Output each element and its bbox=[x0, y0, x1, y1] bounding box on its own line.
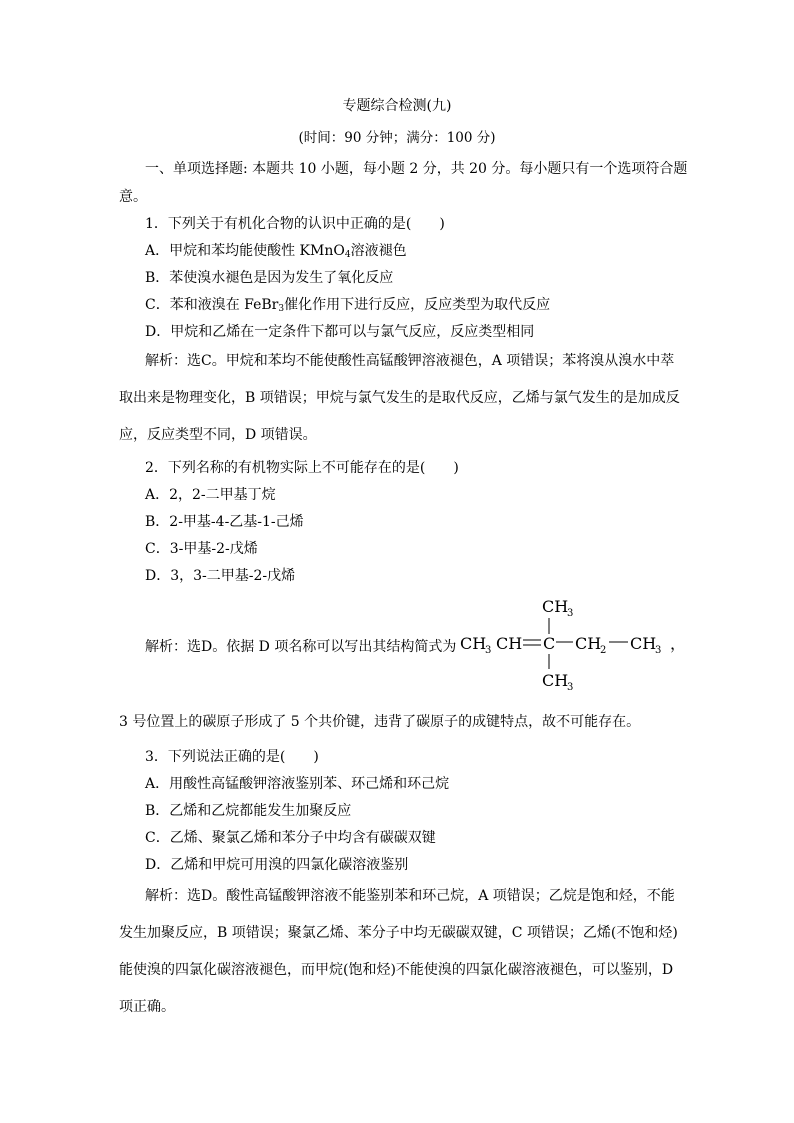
formula-right-sub: 3 bbox=[655, 645, 662, 656]
formula-ch: CH bbox=[496, 634, 523, 653]
q3-option-b: B．乙烯和乙烷都能发生加聚反应 bbox=[145, 803, 352, 819]
formula-main-ch3: CH bbox=[460, 634, 487, 653]
q2-option-a: A．2，2-二甲基丁烷 bbox=[145, 487, 276, 503]
q2-explanation-line1: 解析：选D。依据 D 项名称可以写出其结构简式为 bbox=[145, 639, 457, 655]
formula-main-sub: 3 bbox=[485, 645, 492, 656]
q1-option-a: A．甲烷和苯均能使酸性 KMnO$_4$溶液褪色 bbox=[145, 243, 407, 260]
q2-stem: 2．下列名称的有机物实际上不可能存在的是( ) bbox=[145, 460, 459, 476]
q3-explanation-line3: 能使溴的四氯化碳溶液褪色，而甲烷(饱和烃)不能使溴的四氯化碳溶液褪色，可以鉴别，D bbox=[119, 962, 674, 978]
structural-formula bbox=[460, 594, 690, 694]
formula-ch2-sub: 2 bbox=[600, 645, 607, 656]
q2-option-b: B．2-甲基-4-乙基-1-己烯 bbox=[145, 514, 304, 530]
q3-explanation-line1: 解析：选D。酸性高锰酸钾溶液不能鉴别苯和环己烷，A 项错误；乙烷是饱和烃，不能 bbox=[145, 888, 675, 904]
q2-explanation-line2: 3 号位置上的碳原子形成了 5 个共价键，违背了碳原子的成键特点，故不可能存在。 bbox=[119, 714, 641, 730]
page-subtitle: (时间：90 分钟；满分：100 分) bbox=[298, 130, 496, 146]
formula-right-ch3: CH bbox=[630, 634, 657, 653]
formula-top-sub: 3 bbox=[567, 608, 574, 619]
q1-option-d: D．甲烷和乙烯在一定条件下都可以与氯气反应，反应类型相同 bbox=[145, 324, 535, 340]
q3-option-d: D．乙烯和甲烷可用溴的四氯化碳溶液鉴别 bbox=[145, 857, 409, 873]
q1-option-c: C．苯和液溴在 FeBr$_3$催化作用下进行反应，反应类型为取代反应 bbox=[145, 297, 551, 314]
q1-stem: 1．下列关于有机化合物的认识中正确的是( ) bbox=[145, 216, 445, 232]
page-title: 专题综合检测(九) bbox=[342, 98, 452, 114]
q3-explanation-line2: 发生加聚反应，B 项错误；聚氯乙烯、苯分子中均无碳碳双键，C 项错误；乙烯(不饱和烃) bbox=[119, 925, 678, 941]
q3-option-a: A．用酸性高锰酸钾溶液鉴别苯、环己烯和环己烷 bbox=[145, 776, 450, 792]
q2-option-c: C．3-甲基-2-戊烯 bbox=[145, 541, 258, 557]
formula-ch2: CH bbox=[575, 634, 602, 653]
formula-bottom-ch3: CH bbox=[542, 671, 569, 690]
formula-bottom-sub: 3 bbox=[567, 682, 574, 693]
q2-option-d: D．3，3-二甲基-2-戊烯 bbox=[145, 568, 296, 584]
section-heading-line2: 意。 bbox=[119, 189, 147, 205]
q1-explanation-line1: 解析：选C。甲烷和苯均不能使酸性高锰酸钾溶液褪色，A 项错误；苯将溴从溴水中萃 bbox=[145, 353, 675, 369]
q1-explanation-line3: 应，反应类型不同，D 项错误。 bbox=[119, 427, 317, 443]
formula-top-ch3: CH bbox=[542, 597, 569, 616]
formula-comma: ， bbox=[670, 634, 687, 653]
section-heading-line1: 一、单项选择题: 本题共 10 小题，每小题 2 分，共 20 分。每小题只有一个选项符合题 bbox=[145, 161, 688, 177]
q1-explanation-line2: 取出来是物理变化，B 项错误；甲烷与氯气发生的是取代反应，乙烯与氯气发生的是加成反 bbox=[119, 390, 680, 406]
q3-explanation-line4: 项正确。 bbox=[119, 999, 175, 1015]
q3-option-c: C．乙烯、聚氯乙烯和苯分子中均含有碳碳双键 bbox=[145, 830, 436, 846]
formula-c: C bbox=[543, 634, 556, 653]
q3-stem: 3．下列说法正确的是( ) bbox=[145, 749, 319, 765]
q1-option-b: B．苯使溴水褪色是因为发生了氧化反应 bbox=[145, 270, 394, 286]
